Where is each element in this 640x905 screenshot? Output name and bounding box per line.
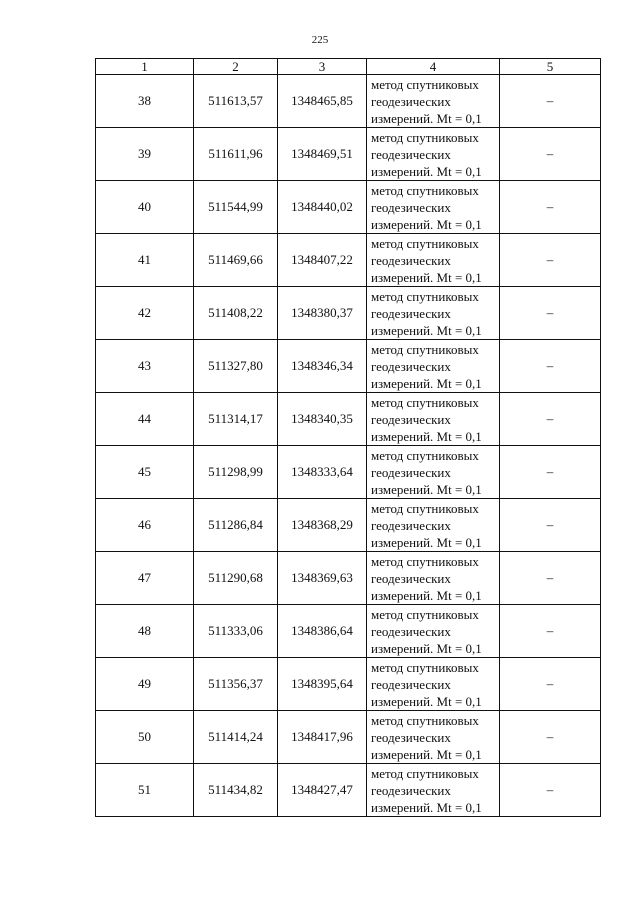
table-row — [96, 340, 601, 393]
coordinate-y: 1348333,64 — [278, 446, 367, 499]
table-row — [96, 234, 601, 287]
method-line-3: измерений. Mt = 0,1 — [371, 110, 482, 126]
point-number: 47 — [96, 552, 194, 605]
point-number: 46 — [96, 499, 194, 552]
column-5-value: – — [500, 287, 601, 340]
column-5-value: – — [500, 128, 601, 181]
page-number: 225 — [311, 34, 329, 46]
method-description — [367, 658, 500, 711]
method-line-2: геодезических — [371, 199, 451, 215]
method-line-1: метод спутниковых — [371, 288, 479, 304]
column-5-value: – — [500, 75, 601, 128]
method-line-2: геодезических — [371, 305, 451, 321]
table-row — [96, 287, 601, 340]
coordinate-x: 511286,84 — [194, 499, 278, 552]
coordinate-x: 511434,82 — [194, 764, 278, 817]
column-5-value: – — [500, 234, 601, 287]
method-line-1: метод спутниковых — [371, 341, 479, 357]
method-line-2: геодезических — [371, 358, 451, 374]
method-line-2: геодезических — [371, 676, 451, 692]
table-row — [96, 764, 601, 817]
method-line-1: метод спутниковых — [371, 76, 479, 92]
method-line-2: геодезических — [371, 146, 451, 162]
coordinate-x: 511613,57 — [194, 75, 278, 128]
point-number: 40 — [96, 181, 194, 234]
coordinate-x: 511290,68 — [194, 552, 278, 605]
table-row — [96, 393, 601, 446]
method-line-3: измерений. Mt = 0,1 — [371, 216, 482, 232]
method-line-1: метод спутниковых — [371, 765, 479, 781]
column-5-value: – — [500, 658, 601, 711]
coordinate-y: 1348368,29 — [278, 499, 367, 552]
point-number: 43 — [96, 340, 194, 393]
column-header-2: 2 — [194, 59, 278, 75]
method-line-1: метод спутниковых — [371, 712, 479, 728]
coordinate-x: 511333,06 — [194, 605, 278, 658]
coordinate-y: 1348340,35 — [278, 393, 367, 446]
method-line-3: измерений. Mt = 0,1 — [371, 640, 482, 656]
method-line-2: геодезических — [371, 623, 451, 639]
column-5-value: – — [500, 552, 601, 605]
method-description — [367, 181, 500, 234]
column-header-3: 3 — [278, 59, 367, 75]
method-description — [367, 764, 500, 817]
method-line-3: измерений. Mt = 0,1 — [371, 746, 482, 762]
column-5-value: – — [500, 499, 601, 552]
method-description — [367, 234, 500, 287]
column-5-value: – — [500, 393, 601, 446]
coordinate-y: 1348395,64 — [278, 658, 367, 711]
method-line-1: метод спутниковых — [371, 447, 479, 463]
coordinate-y: 1348469,51 — [278, 128, 367, 181]
point-number: 41 — [96, 234, 194, 287]
method-line-3: измерений. Mt = 0,1 — [371, 799, 482, 815]
column-header-4: 4 — [367, 59, 500, 75]
table-row — [96, 75, 601, 128]
method-line-3: измерений. Mt = 0,1 — [371, 534, 482, 550]
coordinate-x: 511414,24 — [194, 711, 278, 764]
method-line-1: метод спутниковых — [371, 182, 479, 198]
point-number: 42 — [96, 287, 194, 340]
method-description — [367, 711, 500, 764]
method-line-1: метод спутниковых — [371, 500, 479, 516]
method-description — [367, 552, 500, 605]
method-line-1: метод спутниковых — [371, 129, 479, 145]
method-line-2: геодезических — [371, 517, 451, 533]
method-line-3: измерений. Mt = 0,1 — [371, 481, 482, 497]
method-line-1: метод спутниковых — [371, 394, 479, 410]
method-line-3: измерений. Mt = 0,1 — [371, 163, 482, 179]
method-description — [367, 128, 500, 181]
coordinate-y: 1348417,96 — [278, 711, 367, 764]
method-description — [367, 605, 500, 658]
coordinate-x: 511544,99 — [194, 181, 278, 234]
column-5-value: – — [500, 711, 601, 764]
coordinate-y: 1348407,22 — [278, 234, 367, 287]
method-line-2: геодезических — [371, 464, 451, 480]
table-row — [96, 128, 601, 181]
coordinate-y: 1348386,64 — [278, 605, 367, 658]
coordinate-y: 1348465,85 — [278, 75, 367, 128]
method-description — [367, 499, 500, 552]
method-line-3: измерений. Mt = 0,1 — [371, 428, 482, 444]
point-number: 38 — [96, 75, 194, 128]
coordinates-table — [95, 58, 601, 817]
table-row — [96, 552, 601, 605]
table-row — [96, 181, 601, 234]
coordinate-x: 511469,66 — [194, 234, 278, 287]
header-row — [96, 59, 601, 75]
column-5-value: – — [500, 340, 601, 393]
method-line-3: измерений. Mt = 0,1 — [371, 322, 482, 338]
method-line-3: измерений. Mt = 0,1 — [371, 693, 482, 709]
method-line-3: измерений. Mt = 0,1 — [371, 375, 482, 391]
column-5-value: – — [500, 764, 601, 817]
point-number: 50 — [96, 711, 194, 764]
method-line-2: геодезических — [371, 729, 451, 745]
method-line-2: геодезических — [371, 93, 451, 109]
column-5-value: – — [500, 446, 601, 499]
point-number: 51 — [96, 764, 194, 817]
coordinate-y: 1348380,37 — [278, 287, 367, 340]
method-line-2: геодезических — [371, 782, 451, 798]
table-row — [96, 658, 601, 711]
method-line-2: геодезических — [371, 411, 451, 427]
table-row — [96, 446, 601, 499]
point-number: 44 — [96, 393, 194, 446]
table-body — [96, 75, 601, 817]
table-row — [96, 605, 601, 658]
point-number: 39 — [96, 128, 194, 181]
column-header-5: 5 — [500, 59, 601, 75]
method-line-2: геодезических — [371, 252, 451, 268]
coordinate-y: 1348427,47 — [278, 764, 367, 817]
method-line-3: измерений. Mt = 0,1 — [371, 269, 482, 285]
column-5-value: – — [500, 605, 601, 658]
coordinate-y: 1348440,02 — [278, 181, 367, 234]
table-row — [96, 711, 601, 764]
method-description — [367, 75, 500, 128]
coordinate-x: 511356,37 — [194, 658, 278, 711]
method-line-2: геодезических — [371, 570, 451, 586]
coordinate-x: 511408,22 — [194, 287, 278, 340]
method-description — [367, 393, 500, 446]
method-line-1: метод спутниковых — [371, 235, 479, 251]
method-line-3: измерений. Mt = 0,1 — [371, 587, 482, 603]
table-row — [96, 499, 601, 552]
method-line-1: метод спутниковых — [371, 553, 479, 569]
coordinate-x: 511327,80 — [194, 340, 278, 393]
method-line-1: метод спутниковых — [371, 606, 479, 622]
coordinate-x: 511298,99 — [194, 446, 278, 499]
point-number: 48 — [96, 605, 194, 658]
coordinate-y: 1348346,34 — [278, 340, 367, 393]
coordinate-x: 511314,17 — [194, 393, 278, 446]
method-description — [367, 446, 500, 499]
method-description — [367, 340, 500, 393]
column-header-1: 1 — [96, 59, 194, 75]
point-number: 45 — [96, 446, 194, 499]
coordinate-x: 511611,96 — [194, 128, 278, 181]
coordinate-y: 1348369,63 — [278, 552, 367, 605]
point-number: 49 — [96, 658, 194, 711]
method-description — [367, 287, 500, 340]
column-5-value: – — [500, 181, 601, 234]
method-line-1: метод спутниковых — [371, 659, 479, 675]
